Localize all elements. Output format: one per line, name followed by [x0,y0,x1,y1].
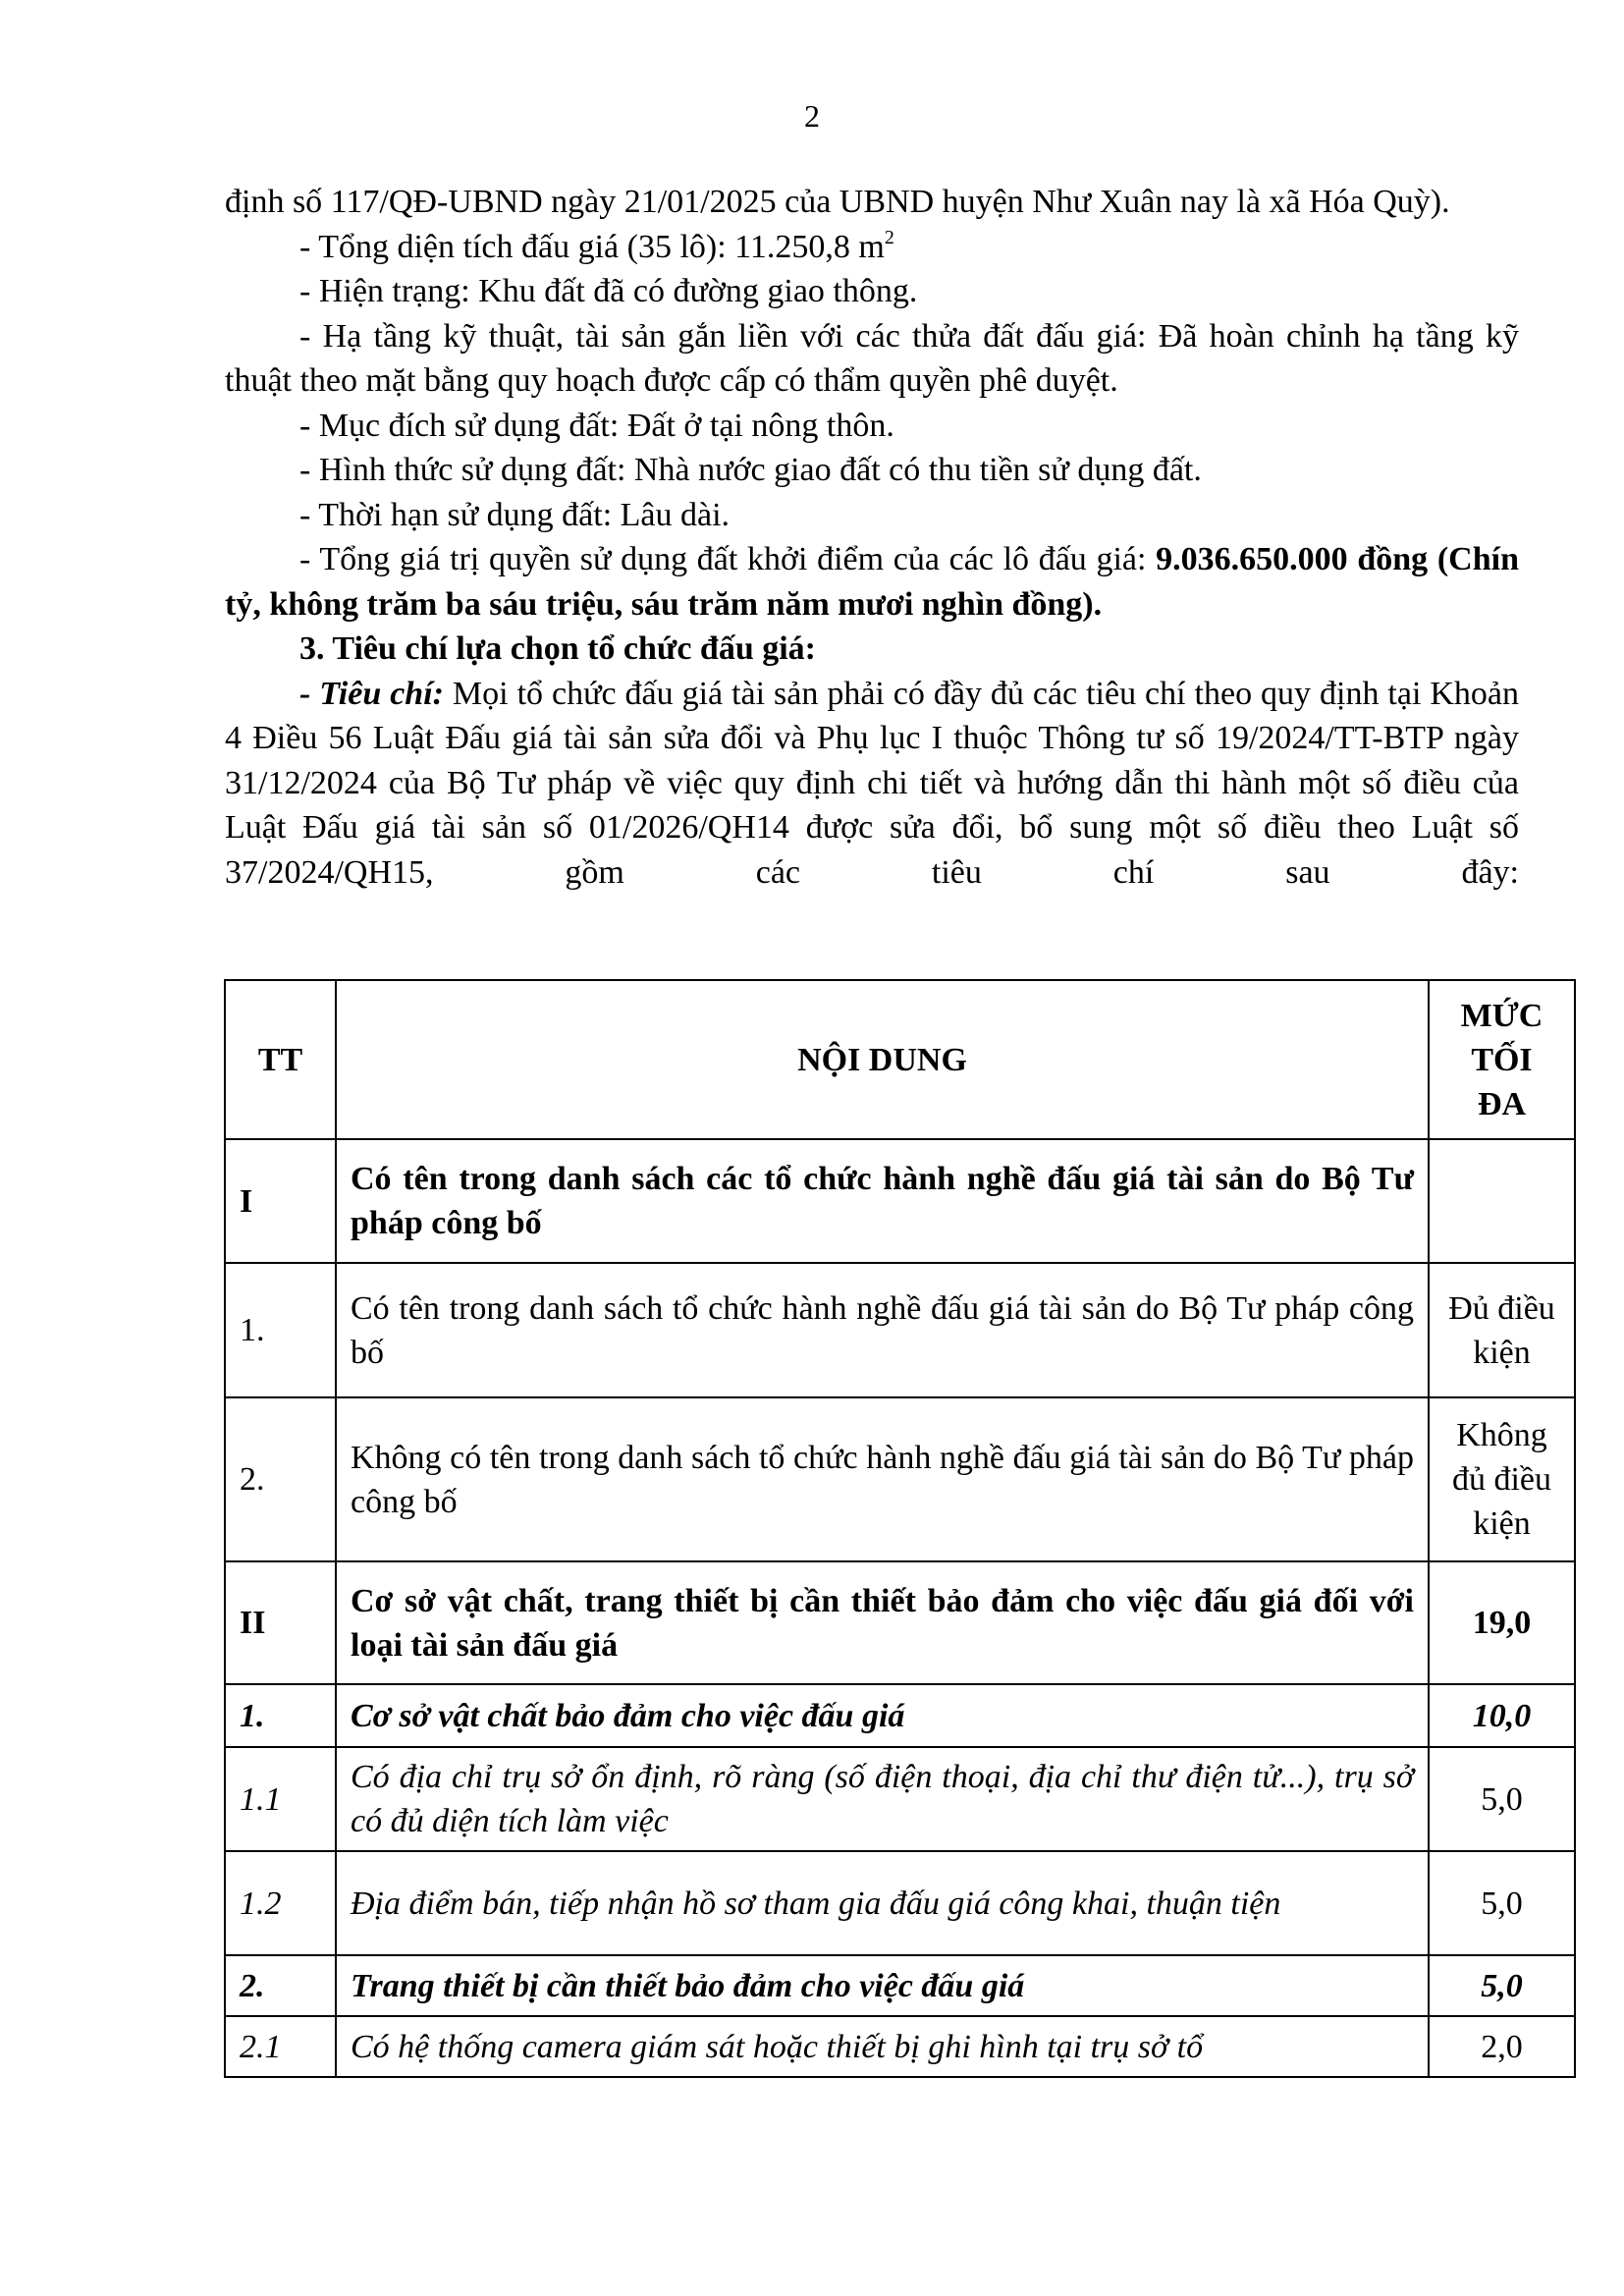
header-max: MỨC TỐI ĐA [1429,980,1575,1139]
header-content: NỘI DUNG [336,980,1429,1139]
row-max: 5,0 [1429,1955,1575,2016]
row-tt: II [225,1561,336,1684]
table-row [225,1955,1575,2016]
paragraph-land-purpose: - Mục đích sử dụng đất: Đất ở tại nông thôn. [299,407,894,444]
row-tt: 1. [225,1263,336,1397]
row-max: Không đủ điều kiện [1429,1397,1575,1561]
row-max: 2,0 [1429,2016,1575,2077]
row-tt: I [225,1139,336,1263]
starting-value-amount: 9.036.650.000 đồng (Chín tỷ, không trăm ba sáu triệu, sáu trăm năm mươi nghìn đồng). [225,541,1519,623]
header-tt: TT [225,980,336,1139]
table-row [225,1684,1575,1747]
paragraph-infrastructure: - Hạ tầng kỹ thuật, tài sản gắn liền với các thửa đất đấu giá: Đã hoàn chỉnh hạ tầng kỹ thuật theo mặt bằng quy hoạch được cấp có thẩm quyền phê duyệt. [225,317,1519,399]
table-header-row [225,980,1575,1139]
total-area-text: - Tổng diện tích đấu giá (35 lô): 11.250,8 m [299,228,885,265]
criteria-text: Mọi tổ chức đấu giá tài sản phải có đầy đủ các tiêu chí theo quy định tại Khoản 4 Điều 56 Luật Đấu giá tài sản sửa đổi và Phụ lục I thuộc Thông tư số 19/2024/TT-BTP ngày 31/12/2024 của Bộ Tư pháp về việc quy định chi tiết và hướng dẫn thi hành một số điều của Luật Đấu giá tài sản số 01/2026/QH14 được sửa đổi, bổ sung một số điều theo Luật số 37/2024/QH15, gồm các tiêu chí sau đây: [225,675,1519,891]
row-tt: 2.1 [225,2016,336,2077]
row-content: Có tên trong danh sách tổ chức hành nghề đấu giá tài sản do Bộ Tư pháp công bố [336,1263,1429,1397]
paragraph-land-use-term: - Thời hạn sử dụng đất: Lâu dài. [299,496,731,533]
row-max: 5,0 [1429,1747,1575,1851]
paragraph-total-area [225,225,1519,270]
paragraph-current-status: - Hiện trạng: Khu đất đã có đường giao thông. [299,273,918,309]
row-max: Đủ điều kiện [1429,1263,1575,1397]
row-content: Cơ sở vật chất, trang thiết bị cần thiết bảo đảm cho việc đấu giá đối với loại tài sản đấu giá [336,1561,1429,1684]
row-content: Không có tên trong danh sách tổ chức hành nghề đấu giá tài sản do Bộ Tư pháp công bố [336,1397,1429,1561]
row-tt: 1. [225,1684,336,1747]
section-heading: 3. Tiêu chí lựa chọn tổ chức đấu giá: [299,630,817,667]
row-tt: 2. [225,1955,336,2016]
table-row [225,1139,1575,1263]
row-content: Có địa chỉ trụ sở ổn định, rõ ràng (số điện thoại, địa chỉ thư điện tử...), trụ sở có đủ diện tích làm việc [336,1747,1429,1851]
paragraph-criteria [225,672,1519,896]
row-max: 5,0 [1429,1851,1575,1955]
page-number: 2 [804,98,820,134]
table-row [225,1263,1575,1397]
criteria-label: - Tiêu chí: [299,675,444,712]
table-row [225,1561,1575,1684]
document-body [225,180,1519,895]
row-tt: 2. [225,1397,336,1561]
row-content: Có hệ thống camera giám sát hoặc thiết bị ghi hình tại trụ sở tổ [336,2016,1429,2077]
table-row [225,1851,1575,1955]
paragraph-starting-value [225,537,1519,627]
row-content: Cơ sở vật chất bảo đảm cho việc đấu giá [336,1684,1429,1747]
paragraph-land-use-form: - Hình thức sử dụng đất: Nhà nước giao đất có thu tiền sử dụng đất. [299,452,1202,488]
table-row [225,2016,1575,2077]
paragraph-decision-ref: định số 117/QĐ-UBND ngày 21/01/2025 của UBND huyện Như Xuân nay là xã Hóa Quỳ). [225,184,1450,220]
row-max: 10,0 [1429,1684,1575,1747]
criteria-table [224,979,1576,2078]
row-tt: 1.1 [225,1747,336,1851]
table-row [225,1747,1575,1851]
row-max [1429,1139,1575,1263]
row-tt: 1.2 [225,1851,336,1955]
row-content: Địa điểm bán, tiếp nhận hồ sơ tham gia đấu giá công khai, thuận tiện [336,1851,1429,1955]
area-unit-superscript: 2 [884,226,894,248]
starting-value-label: - Tổng giá trị quyền sử dụng đất khởi điểm của các lô đấu giá: [299,541,1157,577]
row-max: 19,0 [1429,1561,1575,1684]
row-content: Trang thiết bị cần thiết bảo đảm cho việc đấu giá [336,1955,1429,2016]
row-content: Có tên trong danh sách các tổ chức hành nghề đấu giá tài sản do Bộ Tư pháp công bố [336,1139,1429,1263]
table-row [225,1397,1575,1561]
